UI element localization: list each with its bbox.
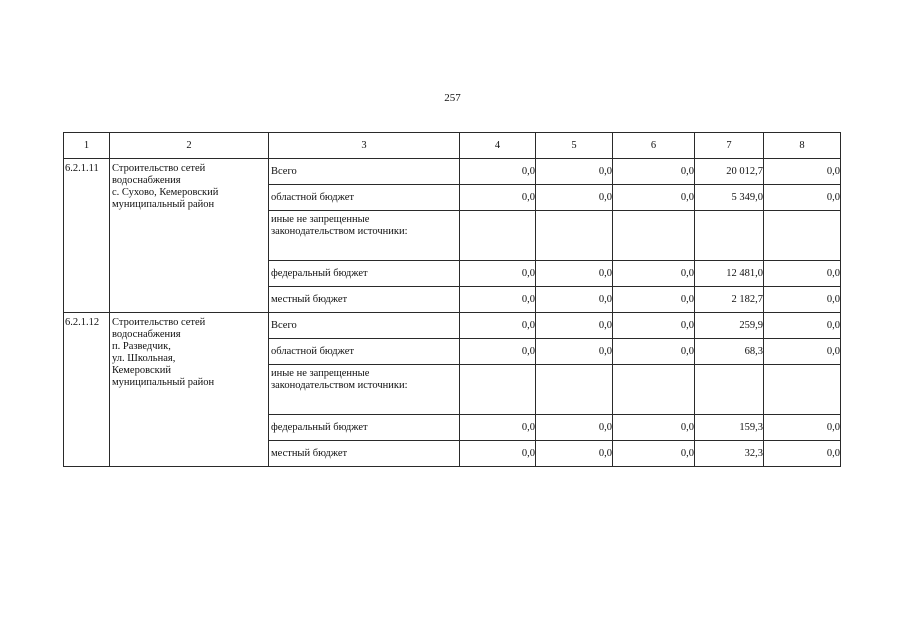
header-cell: 5 (536, 133, 613, 159)
funding-source-line: иные не запрещенные (271, 214, 370, 225)
value-cell: 0,0 (460, 287, 536, 313)
header-cell: 4 (460, 133, 536, 159)
value-cell: 0,0 (613, 287, 695, 313)
value-cell: 0,0 (536, 287, 613, 313)
value-cell (536, 365, 613, 415)
value-cell: 0,0 (460, 339, 536, 365)
item-name-line: муниципальный район (112, 199, 215, 210)
funding-source: областной бюджет (269, 185, 460, 211)
page-number: 257 (444, 92, 461, 104)
item-name-line: водоснабжения (112, 329, 181, 340)
value-cell (536, 211, 613, 261)
funding-source: Всего (269, 313, 460, 339)
value-cell: 0,0 (460, 415, 536, 441)
header-cell: 2 (110, 133, 269, 159)
value-cell: 0,0 (764, 185, 841, 211)
value-cell: 0,0 (764, 313, 841, 339)
value-cell (460, 211, 536, 261)
funding-source-line: иные не запрещенные (271, 368, 370, 379)
value-cell: 0,0 (613, 415, 695, 441)
value-cell (764, 211, 841, 261)
value-cell (695, 211, 764, 261)
value-cell: 0,0 (613, 313, 695, 339)
header-cell: 6 (613, 133, 695, 159)
header-cell: 7 (695, 133, 764, 159)
value-cell: 259,9 (695, 313, 764, 339)
value-cell: 0,0 (613, 159, 695, 185)
value-cell: 0,0 (764, 441, 841, 467)
value-cell: 0,0 (460, 185, 536, 211)
value-cell: 0,0 (536, 261, 613, 287)
value-cell: 12 481,0 (695, 261, 764, 287)
value-cell: 0,0 (460, 441, 536, 467)
item-name-line: Строительство сетей (112, 317, 206, 328)
value-cell (460, 365, 536, 415)
item-name (110, 159, 269, 313)
funding-source (269, 211, 460, 261)
funding-source: федеральный бюджет (269, 415, 460, 441)
funding-source-line: законодательством источники: (271, 380, 408, 391)
value-cell: 0,0 (536, 339, 613, 365)
header-cell: 3 (269, 133, 460, 159)
funding-source: Всего (269, 159, 460, 185)
value-cell: 0,0 (536, 159, 613, 185)
funding-source: федеральный бюджет (269, 261, 460, 287)
value-cell: 68,3 (695, 339, 764, 365)
value-cell: 0,0 (764, 159, 841, 185)
value-cell: 20 012,7 (695, 159, 764, 185)
value-cell: 0,0 (764, 287, 841, 313)
item-name (110, 313, 269, 467)
item-name-line: Строительство сетей (112, 163, 206, 174)
value-cell (613, 365, 695, 415)
value-cell: 0,0 (460, 313, 536, 339)
header-cell: 1 (64, 133, 110, 159)
value-cell: 0,0 (536, 441, 613, 467)
value-cell (613, 211, 695, 261)
value-cell: 0,0 (764, 415, 841, 441)
budget-table (63, 132, 841, 467)
value-cell (695, 365, 764, 415)
value-cell: 0,0 (764, 261, 841, 287)
value-cell: 0,0 (613, 185, 695, 211)
item-name-line: муниципальный район (112, 377, 215, 388)
value-cell (764, 365, 841, 415)
value-cell: 159,3 (695, 415, 764, 441)
item-name-line: водоснабжения (112, 175, 181, 186)
value-cell: 0,0 (764, 339, 841, 365)
funding-source: местный бюджет (269, 287, 460, 313)
value-cell: 5 349,0 (695, 185, 764, 211)
value-cell: 0,0 (536, 313, 613, 339)
value-cell: 0,0 (460, 261, 536, 287)
item-code: 6.2.1.11 (64, 159, 110, 313)
value-cell: 0,0 (613, 339, 695, 365)
funding-source-line: законодательством источники: (271, 226, 408, 237)
item-name-line: с. Сухово, Кемеровский (112, 187, 219, 198)
value-cell: 0,0 (536, 415, 613, 441)
item-name-line: Кемеровский (112, 365, 171, 376)
item-name-line: ул. Школьная, (112, 353, 176, 364)
funding-source (269, 365, 460, 415)
value-cell: 0,0 (536, 185, 613, 211)
header-cell: 8 (764, 133, 841, 159)
value-cell: 2 182,7 (695, 287, 764, 313)
table-row (64, 313, 841, 339)
funding-source: областной бюджет (269, 339, 460, 365)
item-code: 6.2.1.12 (64, 313, 110, 467)
header-row (64, 133, 841, 159)
value-cell: 0,0 (613, 261, 695, 287)
funding-source: местный бюджет (269, 441, 460, 467)
value-cell: 32,3 (695, 441, 764, 467)
table-row (64, 159, 841, 185)
value-cell: 0,0 (613, 441, 695, 467)
item-name-line: п. Разведчик, (112, 341, 171, 352)
value-cell: 0,0 (460, 159, 536, 185)
